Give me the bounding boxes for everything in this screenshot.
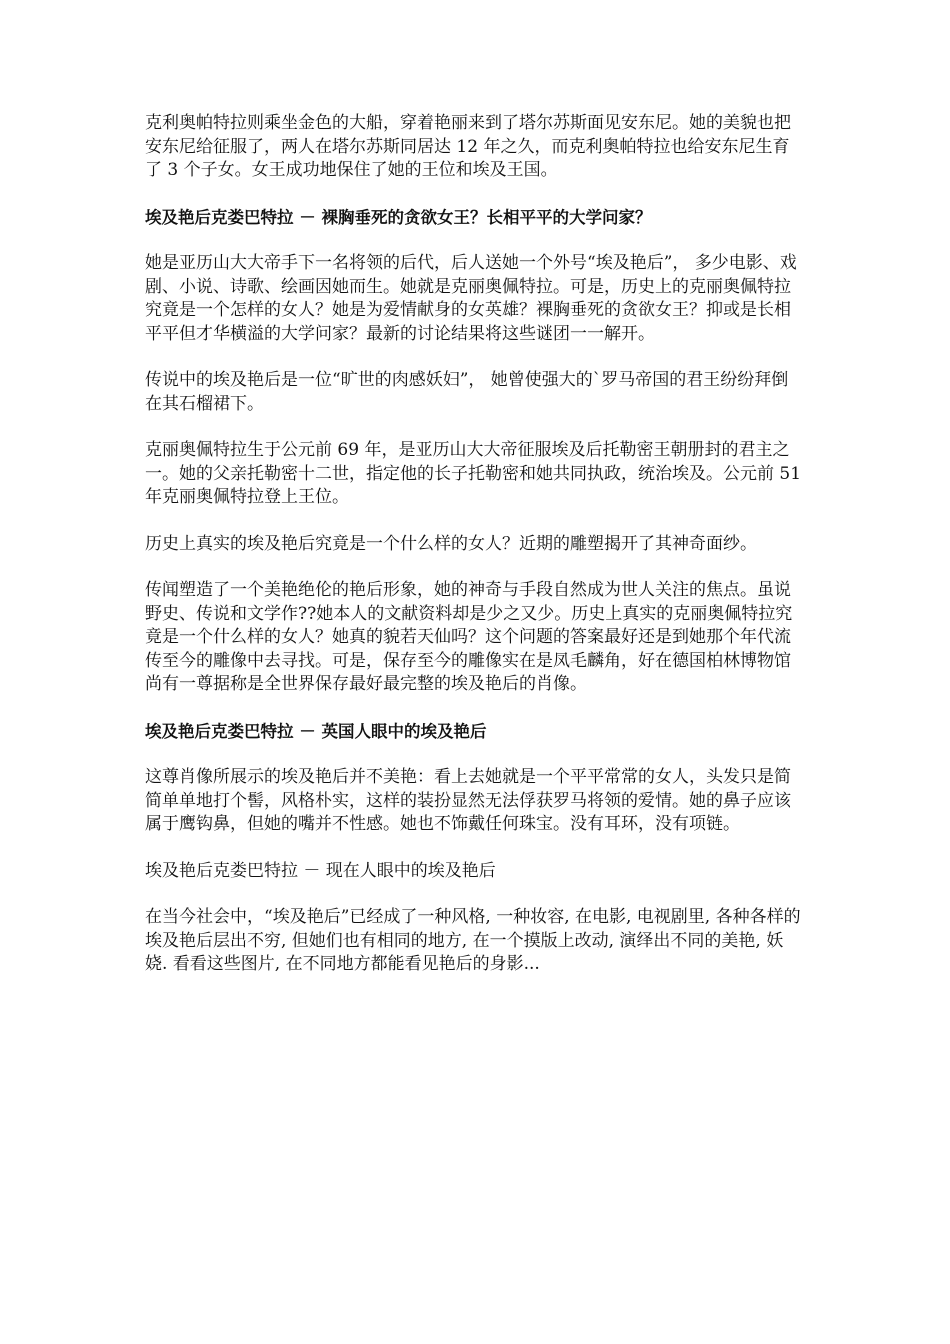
paragraph-birth: 克丽奥佩特拉生于公元前 69 年，是亚历山大大帝征服埃及后托勒密王朝册封的君主之一。她的父亲托勒密十二世，指定他的长子托勒密和她共同执政，统治埃及。公元前 51 年克丽奥佩特拉登上王位。 [145,440,802,507]
paragraph-portrait: 传闻塑造了一个美艳绝伦的艳后形象，她的神奇与手段自然成为世人关注的焦点。虽说野史、传说和文学作??她本人的文献资料却是少之又少。历史上真实的克丽奥佩特拉究竟是一个什么样的女人？她真的貌若天仙吗？这个问题的答案最好还是到她那个年代流传至今的雕像中去寻找。可是，保存至今的雕像实在是凤毛麟角，好在德国柏林博物馆尚有一尊据称是全世界保存最好最完整的埃及艳后的肖像。 [145,580,793,694]
section-heading-3: 埃及艳后克娄巴特拉 － 现在人眼中的埃及艳后 [145,860,496,881]
paragraph-intro: 克利奥帕特拉则乘坐金色的大船，穿着艳丽来到了塔尔苏斯面见安东尼。她的美貌也把安东尼给征服了，两人在塔尔苏斯同居达 12 年之久，而克利奥帕特拉也给安东尼生育了 3 个子女。女王成功地保住了她的王位和埃及王国。 [145,113,791,180]
section-heading-1: 埃及艳后克娄巴特拉 － 裸胸垂死的贪欲女王？长相平平的大学问家？ [145,207,652,227]
paragraph-modern: 在当今社会中，“埃及艳后”已经成了一种风格, 一种妆容, 在电影, 电视剧里, 各种各样的埃及艳后层出不穷, 但她们也有相同的地方, 在一个摸版上改动, 演绎出不同的美艳, 妖娆. 看看这些图片, 在不同地方都能看见艳后的身影... [145,907,801,974]
paragraph-question: 历史上真实的埃及艳后究竟是一个什么样的女人？近期的雕塑揭开了其神奇面纱。 [145,533,757,554]
paragraph-origin: 她是亚历山大大帝手下一名将领的后代，后人送她一个外号“埃及艳后”， 多少电影、戏剧、小说、诗歌、绘画因她而生。她就是克丽奥佩特拉。可是，历史上的克丽奥佩特拉究竟是一个怎样的女人？她是为爱情献身的女英雄？裸胸垂死的贪欲女王？抑或是长相平平但才华横溢的大学问家？最新的讨论结果将这些谜团一一解开。 [145,253,797,344]
document-page [145,112,805,1000]
paragraph-legend: 传说中的埃及艳后是一位“旷世的肉感妖妇”， 她曾使强大的`罗马帝国的君王纷纷拜倒在其石榴裙下。 [145,370,789,414]
paragraph-appearance: 这尊肖像所展示的埃及艳后并不美艳：看上去她就是一个平平常常的女人，头发只是简简单单地打个髻，风格朴实，这样的装扮显然无法俘获罗马将领的爱情。她的鼻子应该属于鹰钩鼻，但她的嘴并不性感。她也不饰戴任何珠宝。没有耳环，没有项链。 [145,767,791,834]
section-heading-2: 埃及艳后克娄巴特拉 － 英国人眼中的埃及艳后 [145,721,487,741]
